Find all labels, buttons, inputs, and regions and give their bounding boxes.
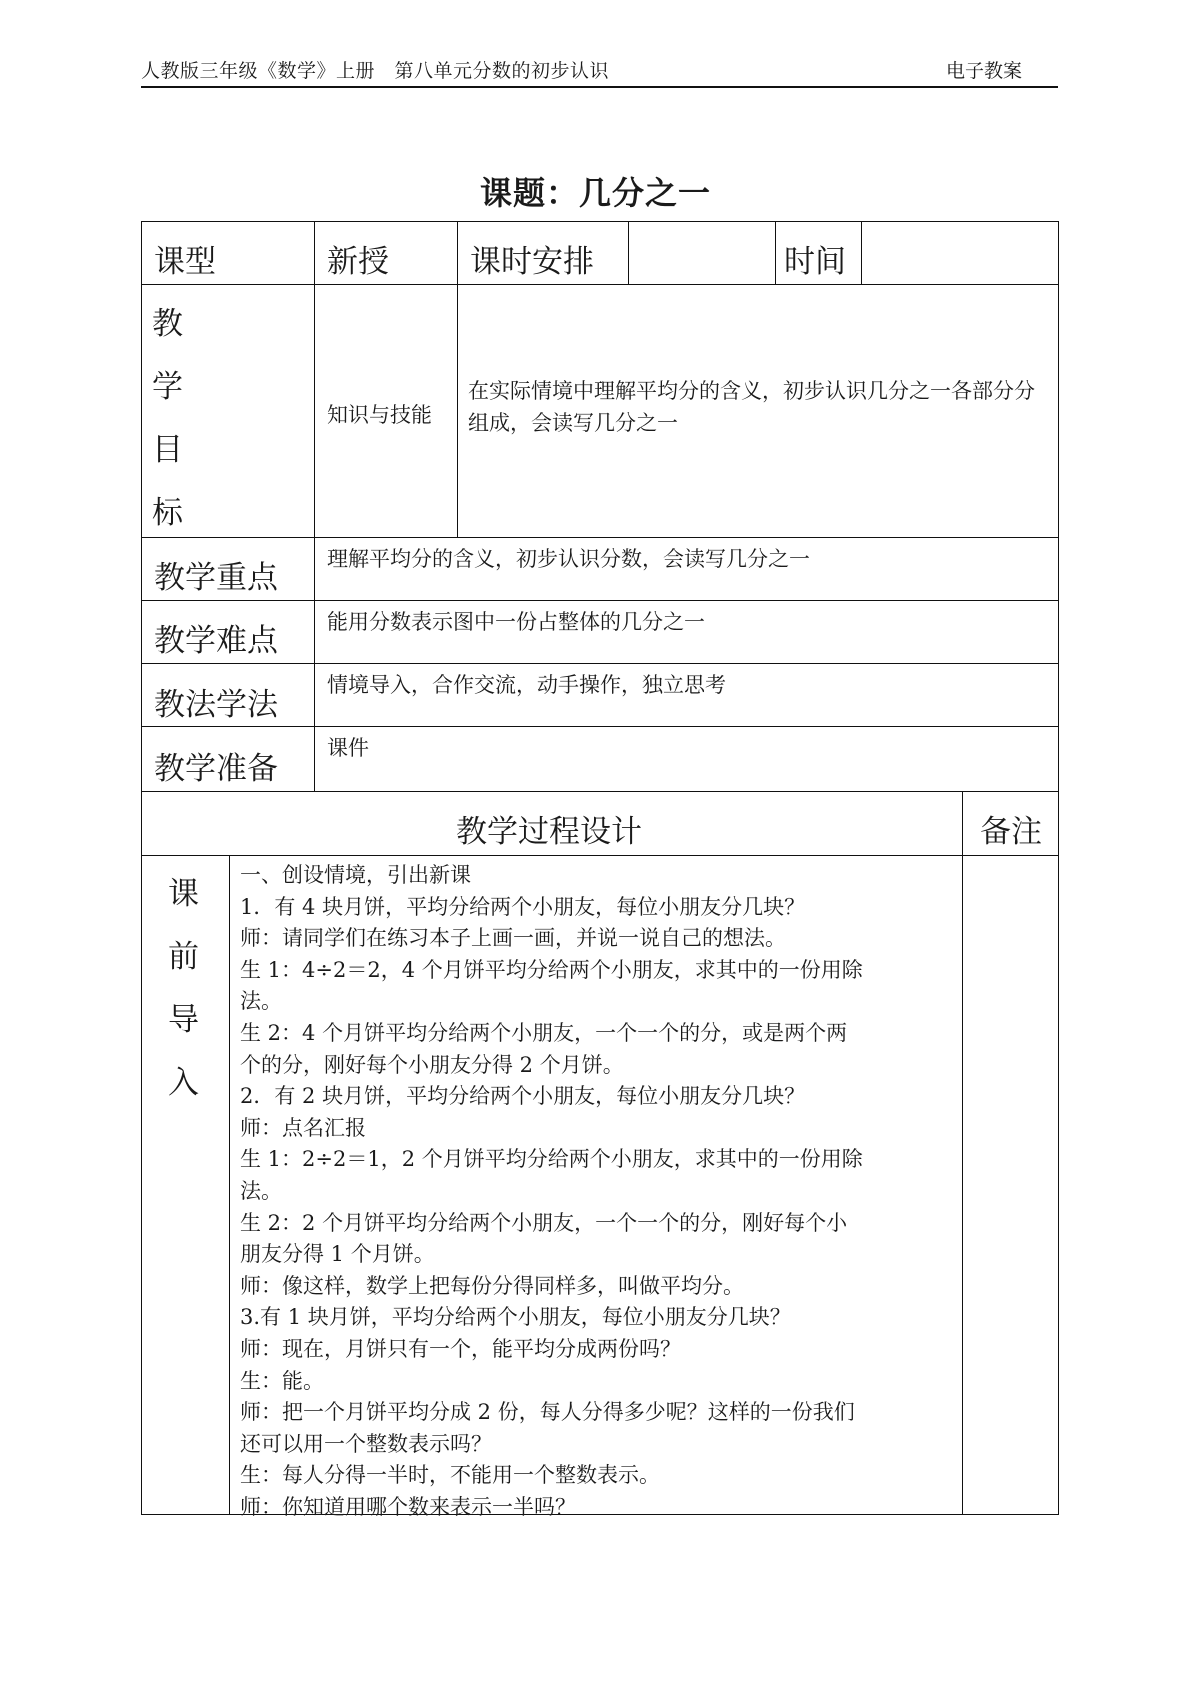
process-line: 师：像这样，数学上把每份分得同样多，叫做平均分。 bbox=[240, 1273, 744, 1298]
process-line: 法。 bbox=[240, 1178, 282, 1203]
preparation-label: 教学准备 bbox=[154, 751, 278, 787]
methods-label: 教法学法 bbox=[154, 687, 278, 723]
process-line: 还可以用一个整数表示吗？ bbox=[240, 1431, 492, 1456]
header-textbook-info: 人教版三年级《数学》上册 第八单元分数的初步认识 bbox=[141, 60, 610, 82]
goals-label-char: 目 bbox=[152, 432, 183, 468]
process-heading: 教学过程设计 bbox=[456, 814, 642, 850]
process-line: 师：请同学们在练习本子上画一画，并说一说自己的想法。 bbox=[240, 926, 786, 951]
lesson-title: 课题：几分之一 bbox=[479, 174, 711, 212]
schedule-value-cell bbox=[628, 221, 776, 285]
methods-value: 情境导入，合作交流，动手操作，独立思考 bbox=[327, 673, 726, 697]
process-line: 师：把一个月饼平均分成 2 份，每人分得多少呢？这样的一份我们 bbox=[240, 1400, 855, 1425]
notes-cell bbox=[962, 855, 1059, 1515]
header-doc-type: 电子教案 bbox=[945, 60, 1022, 82]
section-label-char: 课 bbox=[168, 876, 199, 912]
process-line: 生：能。 bbox=[240, 1368, 324, 1393]
section-label-char: 导 bbox=[168, 1002, 199, 1038]
section-label-char: 入 bbox=[168, 1065, 199, 1101]
time-label: 时间 bbox=[784, 244, 846, 280]
goals-text: 在实际情境中理解平均分的含义，初步认识几分之一各部分分组成，会读写几分之一 bbox=[468, 379, 1035, 435]
process-line: 3.有 1 块月饼，平均分给两个小朋友，每位小朋友分几块？ bbox=[240, 1305, 791, 1330]
difficulty-value: 能用分数表示图中一份占整体的几分之一 bbox=[327, 610, 705, 634]
schedule-label: 课时安排 bbox=[470, 244, 594, 280]
process-line: 2．有 2 块月饼，平均分给两个小朋友，每位小朋友分几块？ bbox=[240, 1084, 806, 1109]
process-line: 朋友分得 1 个月饼。 bbox=[240, 1242, 435, 1267]
process-line: 生 1：4÷2＝2，4 个月饼平均分给两个小朋友，求其中的一份用除 bbox=[240, 957, 863, 982]
lesson-type-label: 课型 bbox=[154, 244, 216, 280]
difficulty-label: 教学难点 bbox=[154, 623, 278, 659]
goals-label-char: 学 bbox=[152, 369, 183, 405]
key-point-value: 理解平均分的含义，初步认识分数，会读写几分之一 bbox=[327, 547, 810, 571]
lesson-type-value: 新授 bbox=[327, 244, 389, 280]
process-line: 师：你知道用哪个数来表示一半吗？ bbox=[240, 1494, 576, 1519]
process-line: 生 2：2 个月饼平均分给两个小朋友，一个一个的分，刚好每个小 bbox=[240, 1210, 848, 1235]
key-point-label: 教学重点 bbox=[154, 560, 278, 596]
goals-category: 知识与技能 bbox=[327, 403, 432, 427]
process-line: 个的分，刚好每个小朋友分得 2 个月饼。 bbox=[240, 1052, 624, 1077]
process-line: 法。 bbox=[240, 989, 282, 1014]
process-line: 生：每人分得一半时，不能用一个整数表示。 bbox=[240, 1463, 660, 1488]
preparation-value: 课件 bbox=[327, 736, 369, 760]
goals-label-char: 标 bbox=[152, 495, 183, 531]
process-line: 师：点名汇报 bbox=[240, 1115, 366, 1140]
process-line: 一、创设情境，引出新课 bbox=[240, 863, 471, 887]
preparation-value-cell bbox=[314, 726, 1059, 792]
process-content bbox=[240, 860, 955, 1523]
process-line: 师：现在，月饼只有一个，能平均分成两份吗？ bbox=[240, 1336, 681, 1361]
section-label-char: 前 bbox=[168, 939, 199, 975]
time-value-cell bbox=[861, 221, 1059, 285]
page-header bbox=[141, 56, 1058, 88]
process-line: 生 2：4 个月饼平均分给两个小朋友，一个一个的分，或是两个两 bbox=[240, 1020, 848, 1045]
goals-label-char: 教 bbox=[152, 306, 183, 342]
process-line: 1．有 4 块月饼，平均分给两个小朋友，每位小朋友分几块？ bbox=[240, 894, 806, 919]
notes-heading: 备注 bbox=[980, 814, 1042, 850]
process-line: 生 1：2÷2＝1，2 个月饼平均分给两个小朋友，求其中的一份用除 bbox=[240, 1147, 863, 1172]
